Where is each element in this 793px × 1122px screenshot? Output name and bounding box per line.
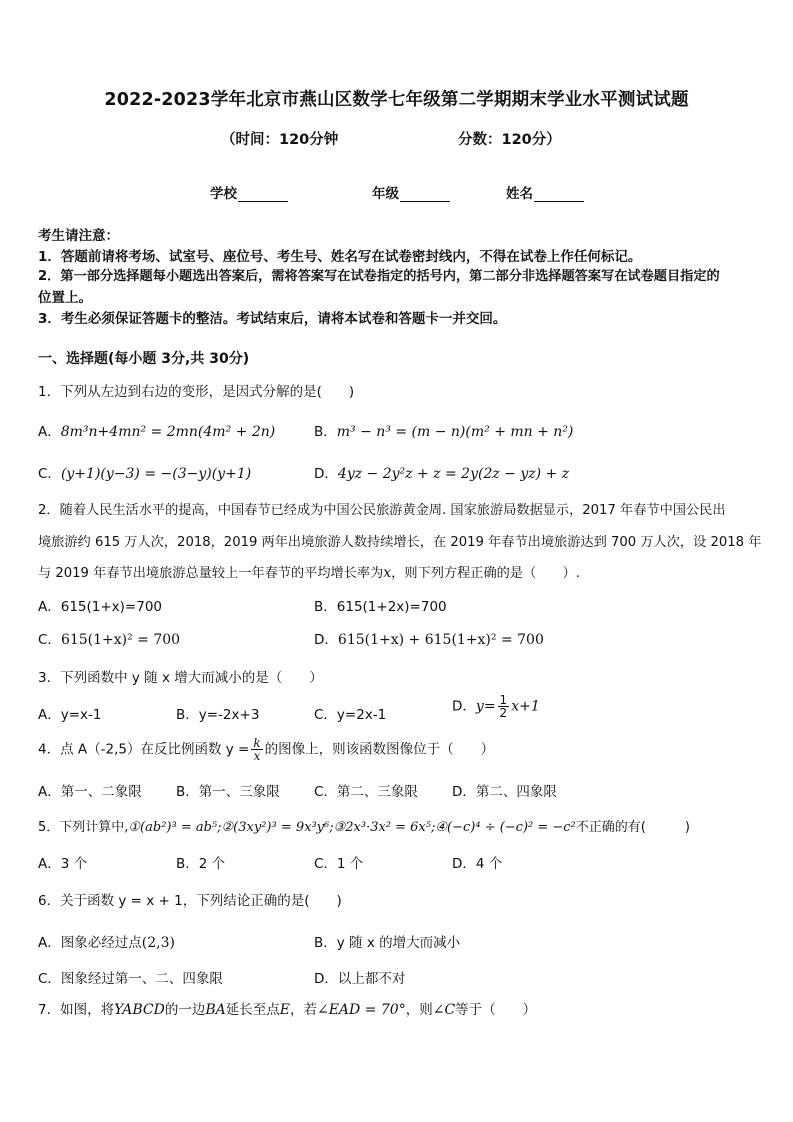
school-field (210, 182, 288, 202)
q4-stem: 4．点 A（-2,5）在反比例函数 y = $\frac{k}{x}$ 的图像上，则该函数图像位于（ ） (38, 736, 495, 763)
q3-option-d: D．y= $\frac{1}{2}$ x+1 (452, 693, 540, 720)
q3-fraction: $\frac{1}{2}$ (499, 693, 508, 720)
q4-option-a: A．第一、二象限 (38, 784, 142, 800)
q3-option-a: A．y=x-1 (38, 707, 102, 723)
name-blank (534, 187, 584, 202)
q1-option-d: D．4yz − 2y²z + z = 2y(2z − yz) + z (314, 466, 570, 482)
q4-fraction: $\frac{k}{x}$ (253, 736, 261, 763)
q2-line-1: 2．随着人民生活水平的提高，中国春节已经成为中国公民旅游黄金周. 国家旅游局数据显示，2017 年春节中国公民出 (38, 503, 726, 518)
notice-item-2-cont: 位置上。 (38, 290, 92, 306)
q6-stem: 6．关于函数 y = x + 1，下列结论正确的是( ) (38, 893, 342, 909)
notice-heading: 考生请注意： (38, 228, 119, 244)
score-label: 分数：120分） (458, 132, 561, 148)
q5-option-b: B．2 个 (176, 856, 226, 872)
section-heading: 一、选择题(每小题 3分,共 30分) (38, 351, 250, 367)
q6-option-d: D．以上都不对 (314, 971, 406, 987)
q4-option-b: B．第一、三象限 (176, 784, 280, 800)
notice-item-1: 1．答题前请将考场、试室号、座位号、考生号、姓名写在试卷密封线内，不得在试卷上作任何标记。 (38, 249, 642, 265)
q2-option-c: C．615(1+x)² = 700 (38, 632, 181, 648)
grade-label: 年级 (372, 186, 399, 202)
q3-stem: 3．下列函数中 y 随 x 增大而减小的是（ ） (38, 670, 323, 686)
q2-line-2: 境旅游约 615 万人次，2018，2019 两年出境旅游人数持续增长，在 2019 年春节出境旅游达到 700 万人次，设 2018 年 (38, 535, 762, 550)
q2-option-d: D．615(1+x) + 615(1+x)² = 700 (314, 632, 544, 648)
q1-option-a: A．8m³n+4mn² = 2mn(4m² + 2n) (38, 424, 276, 440)
q1-stem: 1．下列从左边到右边的变形，是因式分解的是( ) (38, 384, 355, 400)
q6-option-a: A．图象必经过点(2,3) (38, 935, 175, 951)
q5-stem: 5．下列计算中,①(ab²)³ = ab⁵;②(3xy²)³ = 9x³y⁶;③2x³·3x² = 6x⁵;④(−c)⁴ ÷ (−c)² = −c²不正确的有( ) (38, 820, 690, 835)
notice-item-3: 3．考生必须保证答题卡的整洁。考试结束后，请将本试卷和答题卡一并交回。 (38, 311, 507, 327)
time-label: （时间：120分钟 (221, 132, 339, 148)
q6-option-c: C．图象经过第一、二、四象限 (38, 971, 223, 987)
grade-field (372, 182, 450, 202)
q1-option-b: B．m³ − n³ = (m − n)(m² + mn + n²) (314, 424, 574, 440)
q2-option-a: A．615(1+x)=700 (38, 599, 163, 615)
q5-option-d: D．4 个 (452, 856, 503, 872)
q7-stem: 7．如图，将YABCD的一边BA延长至点E，若∠EAD = 70°，则∠C等于（ ） (38, 1002, 537, 1018)
page-title: 2022-2023学年北京市燕山区数学七年级第二学期期末学业水平测试试题 (104, 90, 689, 110)
notice-item-2: 2．第一部分选择题每小题选出答案后，需将答案写在试卷指定的括号内，第二部分非选择题答案写在试卷题目指定的 (38, 269, 720, 284)
q4-option-c: C．第二、三象限 (314, 784, 418, 800)
q5-option-c: C．1 个 (314, 856, 364, 872)
q3-option-c: C．y=2x-1 (314, 707, 387, 723)
school-blank (238, 187, 288, 202)
name-field (506, 182, 584, 202)
grade-blank (400, 187, 450, 202)
q5-option-a: A．3 个 (38, 856, 88, 872)
name-label: 姓名 (506, 186, 533, 202)
q4-option-d: D．第二、四象限 (452, 784, 557, 800)
school-label: 学校 (210, 186, 237, 202)
q1-option-c: C．(y+1)(y−3) = −(3−y)(y+1) (38, 466, 252, 482)
q2-option-b: B．615(1+2x)=700 (314, 599, 447, 615)
q3-option-b: B．y=-2x+3 (176, 707, 260, 723)
q2-line-3: 与 2019 年春节出境旅游总量较上一年春节的平均增长率为x，则下列方程正确的是（ ）. (38, 565, 580, 581)
q6-option-b: B．y 随 x 的增大而减小 (314, 935, 461, 951)
